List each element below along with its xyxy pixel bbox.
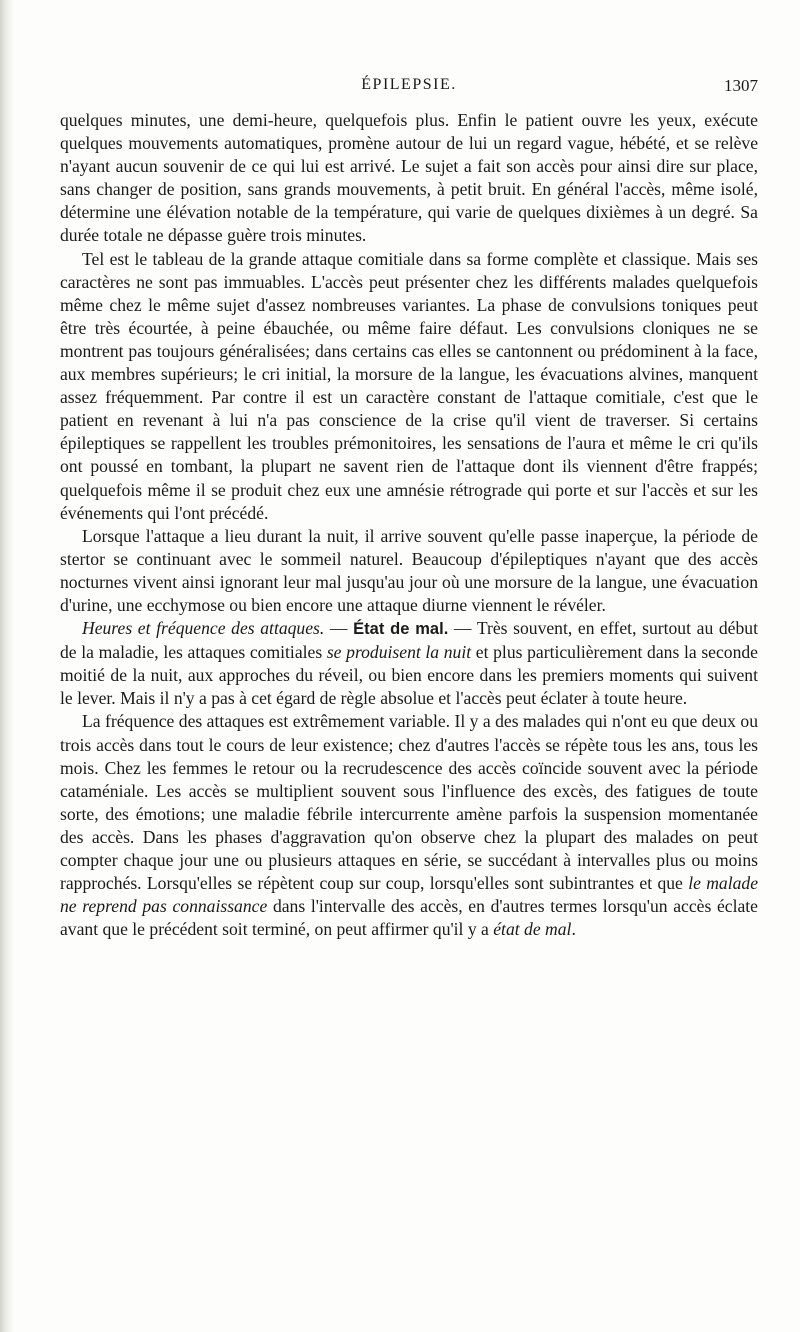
paragraph-4	[60, 617, 758, 710]
page-number: 1307	[724, 76, 758, 95]
body-text	[60, 109, 758, 941]
running-title: ÉPILEPSIE.	[361, 76, 457, 93]
paragraph-4-text-a: — Très souvent, en effet, surtout au début de la maladie, les attaques comitiales	[60, 618, 758, 663]
paragraph-1: quelques minutes, une demi-heure, quelquefois plus. Enfin le patient ouvre les yeux, exécute quelques mouvements automatiques, promène autour de lui un regard vague, hébété, et se relève n'ayant aucun souvenir de ce qui lui est arrivé. Le sujet a fait son accès pour ainsi dire sur place, sans changer de position, sans grands mouvements, à petit bruit. En général l'accès, même isolé, détermine une élévation notable de la température, qui varie de quelques dixièmes à un degré. Sa durée totale ne dépasse guère trois minutes.	[60, 110, 758, 246]
paragraph-4-italic: se produisent la nuit	[326, 642, 472, 663]
paragraph-2: Tel est le tableau de la grande attaque comitiale dans sa forme complète et classique. Mais ses caractères ne sont pas immuables. L'accès peut présenter chez les différents malades quelquefois même chez le même sujet d'assez nombreuses variantes. La phase de convulsions toniques peut être très écourtée, à peine ébauchée, ou même faire défaut. Les convulsions cloniques ne se montrent pas toujours généralisées; dans certains cas elles se cantonnent ou prédominent à la face, aux membres supérieurs; le cri initial, la morsure de la langue, les évacuations alvines, manquent assez fréquemment. Par contre il est un caractère constant de l'attaque comitiale, c'est que le patient en revenant à lui n'a pas conscience de la crise qu'il vient de traverser. Si certains épileptiques se rappellent les troubles prémonitoires, les sensations de l'aura et même le cri qu'ils ont poussé en tombant, la plupart ne savent rien de l'attaque dont ils viennent d'être frappés; quelquefois même il se produit chez eux une amnésie rétrograde qui porte et sur l'accès et sur les événements qui l'ont précédé.	[60, 248, 758, 523]
section-heading-dash: —	[324, 618, 354, 639]
paragraph-4-text-b: et plus particulièrement dans la seconde moitié de la nuit, aux approches du réveil, ou bien encore dans les premiers moments qui suivent le lever. Mais il n'y a pas à cet égard de règle absolue et l'accès peut éclater à toute heure.	[60, 642, 758, 709]
paragraph-3: Lorsque l'attaque a lieu durant la nuit, il arrive souvent qu'elle passe inaperçue, la période de stertor se continuant avec le sommeil naturel. Beaucoup d'épileptiques n'ayant que des accès nocturnes vivent ainsi ignorant leur mal jusqu'au jour où une morsure de la langue, une évacuation d'urine, une ecchymose ou bien encore une attaque diurne viennent le révéler.	[60, 525, 758, 615]
paragraph-5-text-b: dans l'intervalle des accès, en d'autres termes lorsqu'un accès éclate avant que le précédent soit terminé, on peut affirmer qu'il y a	[60, 896, 758, 940]
paragraph-5-text-a: La fréquence des attaques est extrêmement variable. Il y a des malades qui n'ont eu que deux ou trois accès dans tout le cours de leur existence; chez d'autres l'accès se répète tous les ans, tous les mois. Chez les femmes le retour ou la recrudescence des accès coïncide souvent avec la période cataméniale. Les accès se multiplient souvent sous l'influence des excès, des fatigues de toute sorte, des émotions; une maladie fébrile intercurrente amène parfois la suspension momentanée des accès. Dans les phases d'aggravation qu'on observe chez la plupart des malades on peut compter chaque jour une ou plusieurs attaques en série, se succédant à intervalles plus ou moins rapprochés. Lorsqu'elles se répètent coup sur coup, lorsqu'elles sont subintrantes et que	[60, 711, 758, 894]
paragraph-5-italic-b: état de mal	[493, 919, 572, 940]
page-binding-edge	[0, 0, 14, 1332]
section-heading-bold: État de mal.	[353, 620, 449, 639]
paragraph-5	[60, 710, 758, 941]
section-heading-italic: Heures et fréquence des attaques.	[82, 618, 325, 639]
paragraph-5-italic-a: le malade ne reprend pas connaissance	[60, 873, 759, 917]
page-header	[60, 76, 758, 100]
paragraph-5-text-c: .	[571, 919, 576, 940]
